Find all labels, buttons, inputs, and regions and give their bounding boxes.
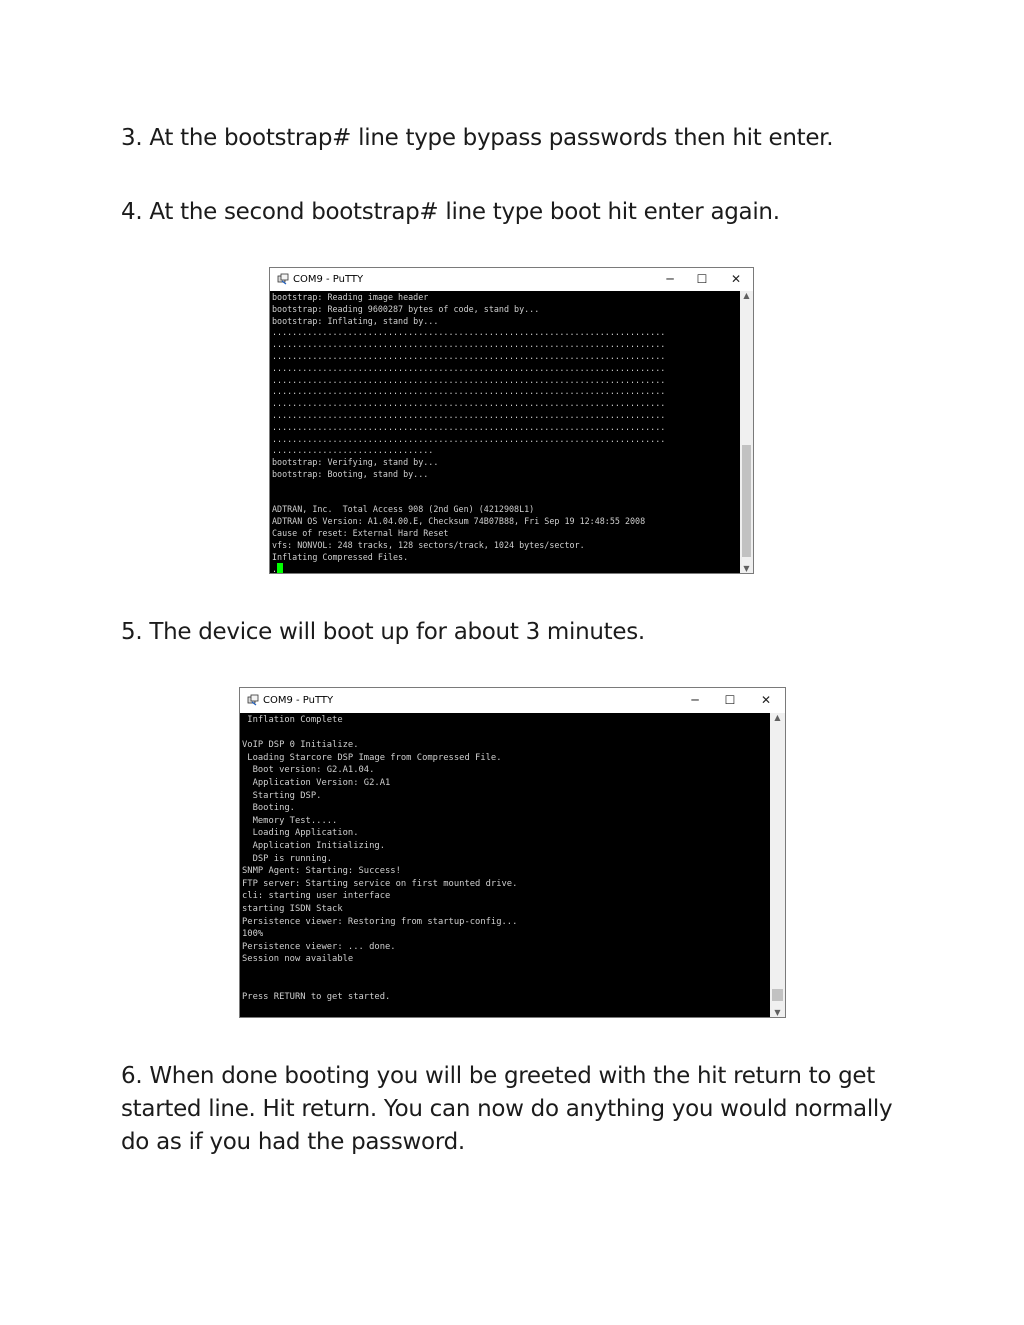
terminal-line: VoIP DSP 0 Initialize. (242, 740, 359, 751)
terminal-line: .............................................................................. (272, 386, 666, 397)
terminal-line: .............................................................................. (272, 433, 666, 444)
terminal-cursor (277, 563, 283, 573)
terminal-line: Memory Test..... (242, 815, 338, 826)
terminal-line: Boot version: G2.A1.04. (242, 765, 375, 776)
terminal-line: Inflating Compressed Files. (272, 551, 409, 562)
maximize-button[interactable]: ☐ (724, 693, 736, 707)
terminal-line (272, 493, 740, 505)
terminal-line: vfs: NONVOL: 248 tracks, 128 sectors/track, 1024 bytes/sector. (272, 539, 585, 550)
terminal-line: .............................................................................. (272, 421, 666, 432)
terminal-line: Session now available (242, 954, 354, 965)
scroll-up-arrow-icon[interactable]: ▲ (774, 713, 781, 722)
maximize-button[interactable]: ☐ (696, 272, 708, 286)
step-6-line-3: do as if you had the password. (121, 1129, 465, 1155)
terminal-line: bootstrap: Verifying, stand by... (272, 457, 439, 468)
putty-window-bootstrap (269, 267, 754, 574)
terminal-line: bootstrap: Booting, stand by... (272, 468, 429, 479)
scrollbar-thumb[interactable] (742, 445, 751, 557)
close-button[interactable]: ✕ (730, 272, 742, 286)
terminal-line: Persistence viewer: ... done. (242, 941, 396, 952)
minimize-button[interactable]: ─ (691, 693, 699, 707)
window-titlebar[interactable] (270, 268, 753, 291)
terminal-line: .............................................................................. (272, 327, 666, 338)
terminal-line: starting ISDN Stack (242, 903, 343, 914)
terminal-line: .............................................................................. (272, 398, 666, 409)
terminal-line: .............................................................................. (272, 339, 666, 350)
terminal-line: 100% (242, 929, 264, 940)
terminal-line (242, 966, 770, 979)
terminal-line: ADTRAN, Inc. Total Access 908 (2nd Gen) (4212908L1) (272, 504, 535, 515)
terminal-line: DSP is running. (242, 853, 333, 864)
terminal-line: ADTRAN OS Version: A1.04.00.E, Checksum 74B07B88, Fri Sep 19 12:48:55 2008 (272, 516, 646, 527)
terminal-line: bootstrap: Inflating, stand by... (272, 315, 439, 326)
step-6-instruction (121, 1060, 901, 1159)
minimize-button[interactable]: ─ (666, 272, 674, 286)
terminal-line: cli: starting user interface (242, 891, 391, 902)
terminal-line: .............................................................................. (272, 409, 666, 420)
terminal-line: SNMP Agent: Starting: Success! (242, 866, 401, 877)
terminal-line: FTP server: Starting service on first mounted drive. (242, 878, 518, 889)
terminal-line: bootstrap: Reading 9600287 bytes of code, stand by... (272, 303, 540, 314)
step-3-instruction: 3. At the bootstrap# line type bypass passwords then hit enter. (121, 125, 834, 151)
step-6-line-2: started line. Hit return. You can now do anything you would normally (121, 1096, 893, 1122)
terminal-line: Application Initializing. (242, 840, 385, 851)
terminal-cursor-line (272, 563, 740, 573)
putty-window-boot-complete (239, 687, 786, 1018)
terminal-output[interactable] (270, 291, 740, 573)
vertical-scrollbar[interactable] (770, 713, 785, 1017)
terminal-line: Persistence viewer: Restoring from startup-config... (242, 916, 518, 927)
terminal-line: bootstrap: Reading image header (272, 292, 429, 302)
terminal-line: Inflation Complete (242, 715, 343, 725)
window-title: COM9 - PuTTY (263, 695, 334, 706)
terminal-line: Application Version: G2.A1 (242, 777, 391, 788)
step-5-instruction: 5. The device will boot up for about 3 minutes. (121, 619, 645, 645)
terminal-line: Loading Application. (242, 828, 359, 839)
step-4-instruction: 4. At the second bootstrap# line type boot hit enter again. (121, 199, 780, 225)
terminal-line (242, 978, 770, 991)
vertical-scrollbar[interactable] (740, 291, 753, 573)
terminal-line: Press RETURN to get started. (242, 992, 391, 1003)
window-titlebar[interactable] (240, 688, 785, 713)
terminal-line (242, 727, 770, 740)
terminal-line: Starting DSP. (242, 790, 322, 801)
terminal-line: .............................................................................. (272, 374, 666, 385)
scrollbar-thumb[interactable] (772, 989, 783, 1001)
terminal-line: .............................................................................. (272, 362, 666, 373)
terminal-line: .............................................................................. (272, 350, 666, 361)
terminal-line: Loading Starcore DSP Image from Compressed File. (242, 752, 502, 763)
terminal-line: ................................ (272, 445, 434, 456)
terminal-line (272, 481, 740, 493)
putty-icon (247, 694, 259, 706)
putty-icon (277, 273, 289, 285)
terminal-output[interactable] (240, 713, 770, 1017)
cursor-prefix: . (272, 564, 278, 573)
close-button[interactable]: ✕ (760, 693, 772, 707)
scroll-down-arrow-icon[interactable]: ▼ (743, 564, 750, 573)
step-6-line-1: 6. When done booting you will be greeted with the hit return to get (121, 1063, 875, 1089)
terminal-line: Cause of reset: External Hard Reset (272, 527, 449, 538)
scroll-down-arrow-icon[interactable]: ▼ (774, 1008, 781, 1017)
scroll-up-arrow-icon[interactable]: ▲ (743, 291, 750, 300)
window-title: COM9 - PuTTY (293, 274, 364, 285)
terminal-line: Booting. (242, 803, 295, 814)
